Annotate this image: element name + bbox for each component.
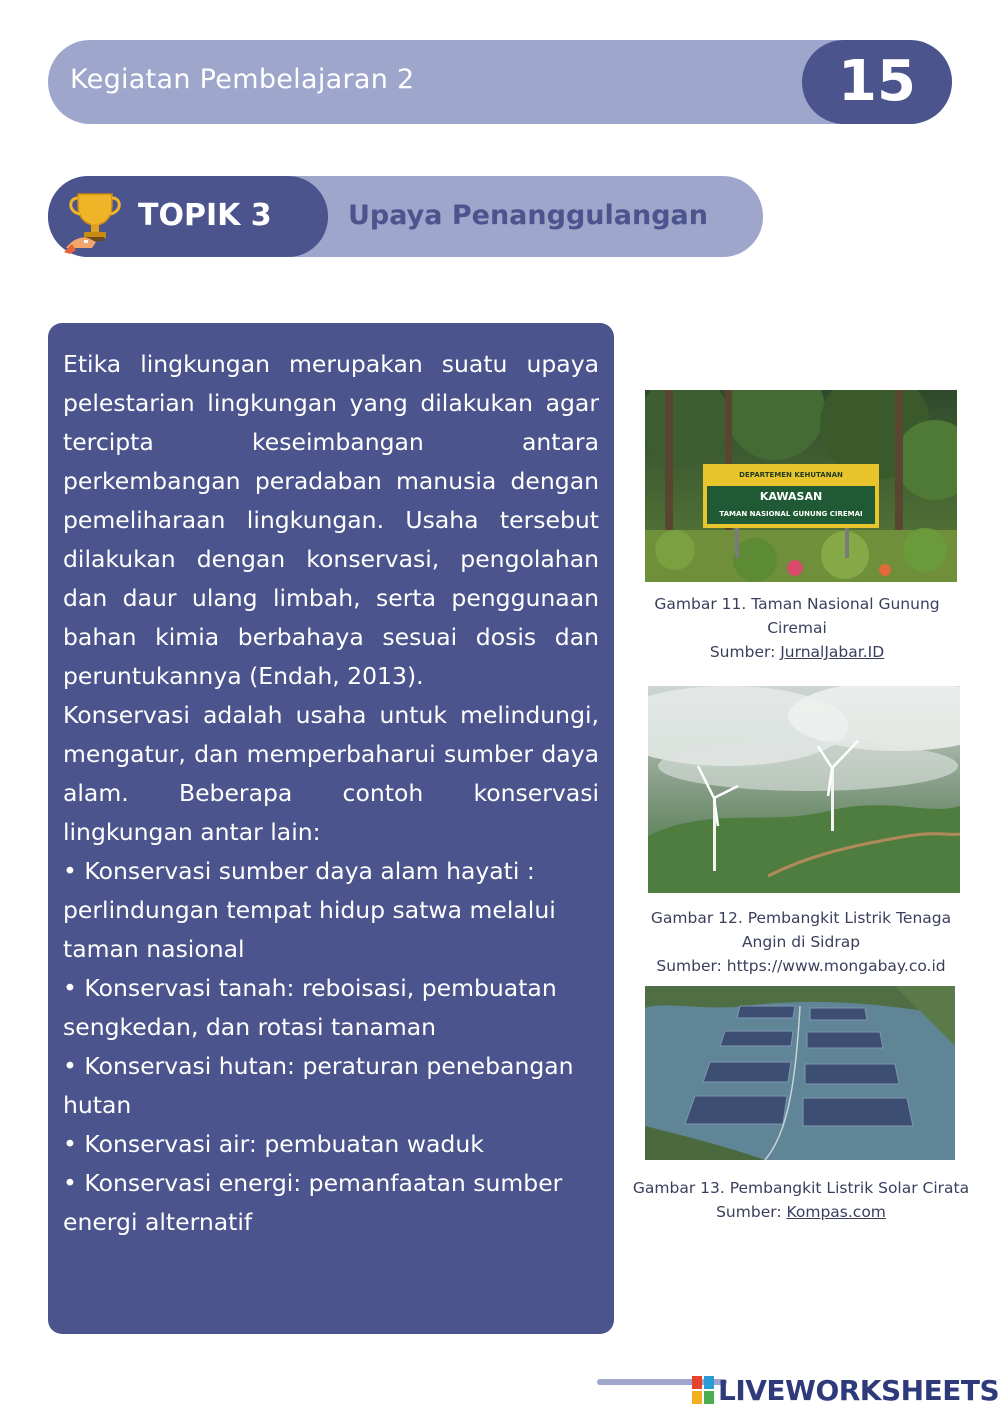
page-number: 15	[802, 40, 952, 124]
source-url: https://www.mongabay.co.id	[726, 957, 946, 975]
source-link[interactable]: Kompas.com	[786, 1203, 886, 1221]
caption-title: Gambar 12. Pembangkit Listrik Tenaga Angin di Sidrap	[650, 909, 952, 951]
caption-title: Gambar 13. Pembangkit Listrik Solar Cirata	[632, 1179, 970, 1197]
content-panel	[48, 323, 614, 1334]
caption-title: Gambar 11. Taman Nasional Gunung Ciremai	[654, 595, 940, 637]
brand-name: LIVEWORKSHEETS	[718, 1373, 1000, 1407]
photo-taman-nasional	[645, 390, 957, 582]
caption-source	[640, 954, 962, 978]
list-item: • Konservasi hutan: peraturan penebangan hutan	[63, 1052, 574, 1119]
source-label: Sumber:	[716, 1203, 787, 1221]
caption-source	[628, 1200, 974, 1224]
figure-caption	[640, 592, 954, 664]
list-item: • Konservasi energi: pemanfaatan sumber energi alternatif	[63, 1169, 563, 1236]
caption-source	[640, 640, 954, 664]
paragraph-etika-lingkungan: Etika lingkungan merupakan suatu upaya pelestarian lingkungan yang dilakukan agar tercipta keseimbangan antara perkembangan peradaban manusia dengan pemeliharaan lingkungan. Usaha tersebut dilakukan dengan konservasi, pengolahan dan daur ulang limbah, serta penggunaan bahan kimia berbahaya sesuai dosis dan peruntukannya (Endah, 2013).	[63, 350, 599, 690]
liveworksheets-logo-icon	[692, 1376, 714, 1404]
sign-text-kawasan: KAWASAN	[759, 490, 823, 503]
topic-title: Upaya Penanggulangan	[348, 200, 708, 231]
trophy-icon	[62, 188, 128, 254]
sign-text-taman: TAMAN NASIONAL GUNUNG CIREMAI	[719, 510, 863, 518]
topic-label: TOPIK 3	[138, 198, 272, 233]
figure-caption	[640, 906, 962, 978]
paragraph-konservasi: Konservasi adalah usaha untuk melindungi, mengatur, dan memperbaharui sumber daya alam. Beberapa contoh konservasi lingkungan antar lain:	[63, 701, 599, 846]
source-label: Sumber:	[656, 957, 727, 975]
liveworksheets-brand[interactable]	[692, 1374, 999, 1406]
figure-caption	[628, 1176, 974, 1224]
sign-text-departemen: DEPARTEMEN KEHUTANAN	[739, 471, 843, 479]
list-item: • Konservasi tanah: reboisasi, pembuatan sengkedan, dan rotasi tanaman	[63, 974, 557, 1041]
photo-wind-farm	[648, 686, 960, 893]
photo-solar-cirata	[645, 986, 955, 1160]
header-bar	[48, 40, 952, 124]
source-label: Sumber:	[709, 643, 781, 661]
source-link[interactable]: JurnalJabar.ID	[780, 643, 885, 661]
list-item: • Konservasi sumber daya alam hayati : perlindungan tempat hidup satwa melalui taman nasional	[63, 857, 556, 963]
list-item: • Konservasi air: pembuatan waduk	[63, 1130, 484, 1158]
topic-bar	[48, 176, 763, 257]
section-title: Kegiatan Pembelajaran 2	[70, 64, 415, 95]
topic-badge	[48, 176, 328, 257]
